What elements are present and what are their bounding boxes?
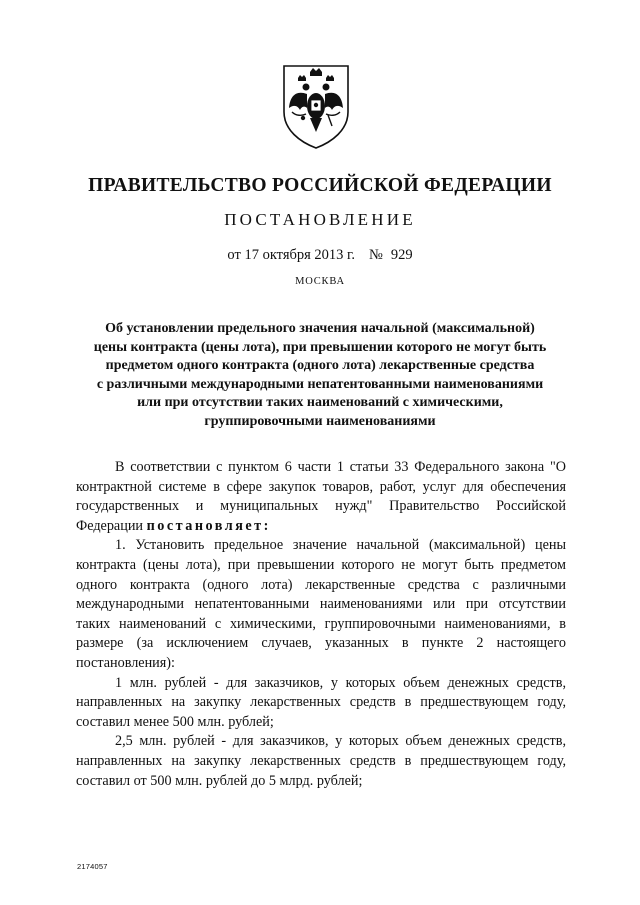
document-body	[76, 458, 566, 791]
resolves-word: постановляет:	[146, 517, 271, 534]
document-date-line	[0, 247, 640, 264]
document-date: от 17 октября 2013 г.	[227, 247, 355, 263]
document-city: МОСКВА	[295, 276, 345, 287]
government-title: ПРАВИТЕЛЬСТВО РОССИЙСКОЙ ФЕДЕРАЦИИ	[88, 175, 552, 196]
document-number: 929	[390, 247, 413, 263]
subject-line: Об установлении предельного значения начальной (максимальной)	[105, 321, 535, 336]
coat-of-arms-icon	[276, 60, 356, 150]
subject-line: или при отсутствии таких наименований с химическими,	[137, 395, 503, 411]
subject-line: группировочными наименованиями	[204, 413, 436, 429]
subject-line: предметом одного контракта (одного лота) лекарственные средства	[105, 358, 535, 374]
subject-line: с различными международными непатентованными наименованиями	[96, 376, 544, 392]
document-type: ПОСТАНОВЛЕНИЕ	[224, 210, 416, 229]
clause-paragraph: 1. Установить предельное значение начальной (максимальной) цены контракта (цены лота), при превышении которого не могут быть предметом одного контракта (одного лота) лекарственные средства с различными международными непатентованными наименованиями или при отсутствии таких наименований с химическими, группировочными наименованиями, в размере (за исключением случаев, указанных в пункте 2 настоящего постановления):	[76, 537, 566, 671]
list-item: 1 млн. рублей - для заказчиков, у которых объем денежных средств, направленных на закупку лекарственных средств в предшествующем году, составил менее 500 млн. рублей;	[76, 674, 566, 730]
subject-line: цены контракта (цены лота), при превышении которого не могут быть	[93, 339, 547, 355]
preamble-text: В соответствии с пунктом 6 части 1 статьи 33 Федерального закона "О контрактной системе в сфере закупок товаров, работ, услуг для обеспечения государственных и муниципальных нужд" Правительство Российской Федерации	[76, 459, 566, 534]
document-subject	[60, 320, 580, 432]
preamble-paragraph	[76, 458, 566, 536]
list-item: 2,5 млн. рублей - для заказчиков, у которых объем денежных средств, направленных на закупку лекарственных средств в предшествующем году, составил от 500 млн. рублей до 5 млрд. рублей;	[76, 733, 566, 789]
document-footer-code: 2174057	[77, 862, 108, 871]
document-number-label: №	[368, 247, 383, 263]
